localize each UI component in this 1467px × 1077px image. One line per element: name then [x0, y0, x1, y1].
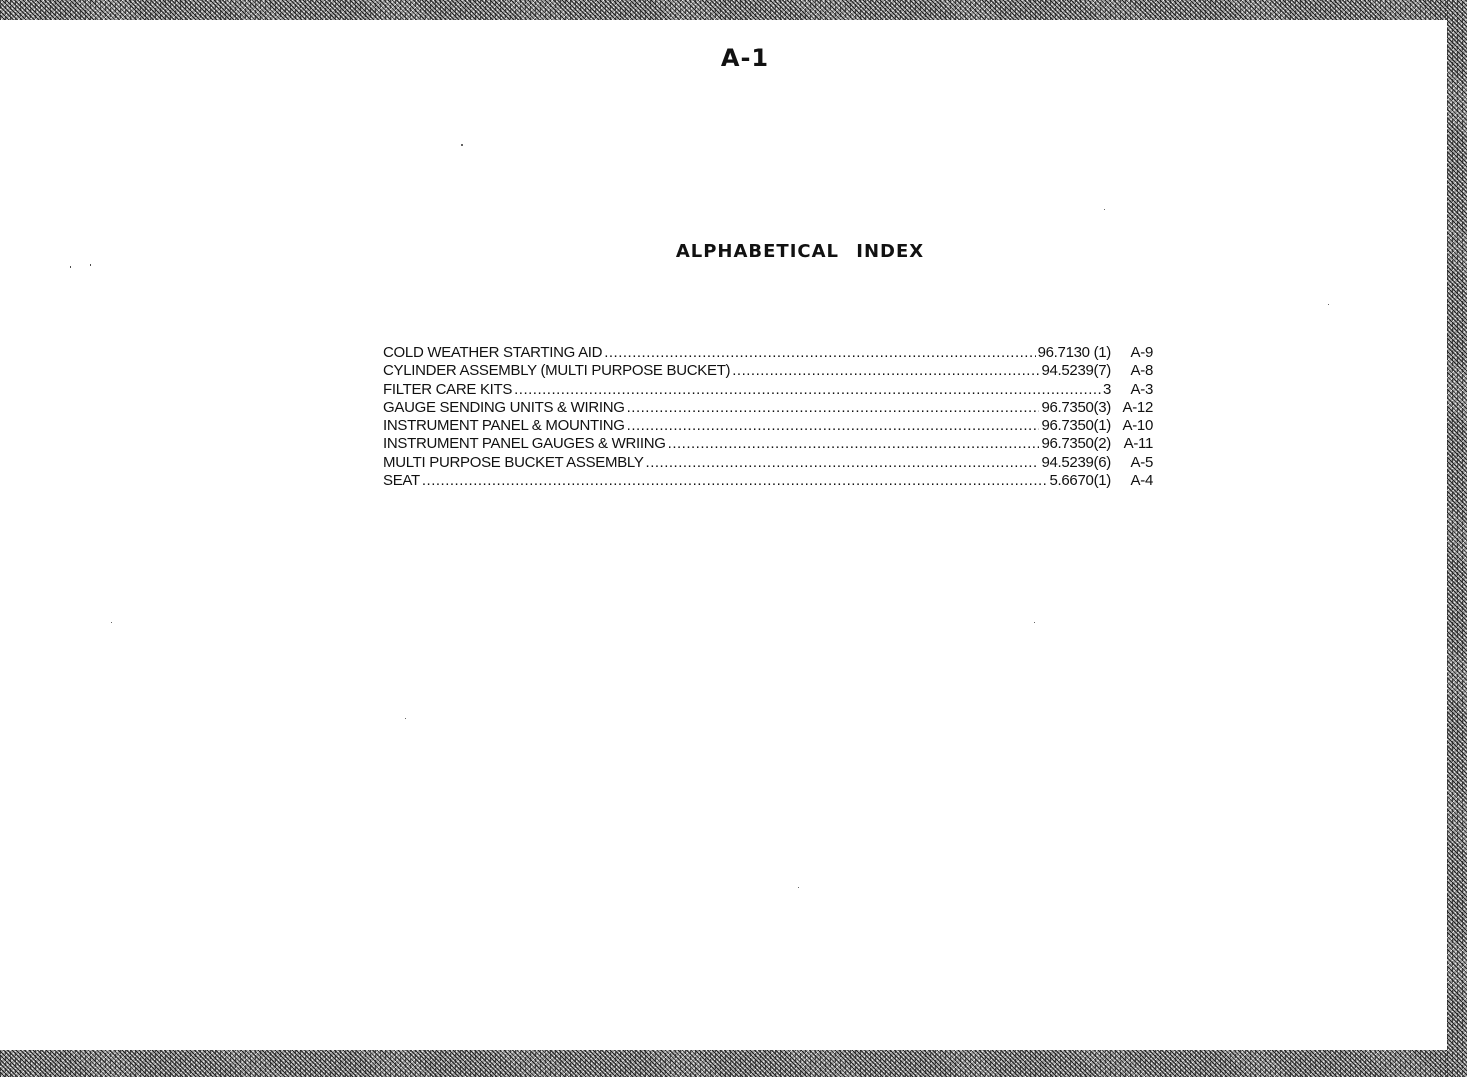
scan-speck: [405, 718, 406, 719]
entry-page: A-5: [1130, 453, 1153, 471]
index-list: [383, 344, 1153, 490]
entry-name: GAUGE SENDING UNITS & WIRING: [383, 398, 625, 416]
index-entry[interactable]: [383, 454, 1153, 472]
scan-border-bottom: [0, 1050, 1467, 1077]
scan-speck: [70, 266, 71, 268]
dot-leader: [668, 435, 1040, 453]
dot-leader: [604, 344, 1035, 362]
dot-leader: [422, 472, 1048, 490]
entry-reference: 94.5239(7): [1041, 362, 1111, 380]
dot-leader: [646, 454, 1040, 472]
entry-page: A-12: [1122, 398, 1153, 416]
dot-leader: [627, 399, 1040, 417]
dot-leader: [627, 417, 1040, 435]
scan-speck: [1328, 304, 1329, 305]
page-number: A-1: [720, 44, 770, 72]
entry-name: COLD WEATHER STARTING AID: [383, 344, 603, 361]
index-entry[interactable]: [383, 381, 1153, 399]
index-entry[interactable]: [383, 344, 1153, 362]
dot-leader: [732, 362, 1039, 380]
index-entry[interactable]: [383, 472, 1153, 490]
entry-reference: 96.7350(3): [1041, 398, 1111, 416]
entry-page: A-4: [1130, 472, 1153, 490]
index-entry[interactable]: [383, 417, 1153, 435]
index-entry[interactable]: [383, 362, 1153, 380]
scan-speck: [111, 622, 112, 623]
entry-page: A-11: [1123, 435, 1153, 453]
entry-name: INSTRUMENT PANEL & MOUNTING: [383, 417, 625, 435]
scan-speck: [461, 144, 463, 146]
scan-speck: [90, 264, 91, 266]
entry-reference: 96.7350(1): [1041, 417, 1111, 435]
entry-page: A-3: [1130, 380, 1153, 398]
entry-reference: 94.5239(6): [1041, 453, 1111, 471]
entry-page: A-8: [1130, 362, 1153, 380]
scan-speck: [798, 887, 799, 888]
entry-name: INSTRUMENT PANEL GAUGES & WRIING: [383, 435, 666, 453]
entry-reference: 5.6670(1): [1049, 472, 1111, 490]
dot-leader: [514, 381, 1101, 399]
index-title: ALPHABETICAL INDEX: [675, 241, 925, 262]
entry-reference: 96.7130 (1): [1037, 344, 1111, 361]
entry-page: A-9: [1130, 344, 1153, 361]
index-entry[interactable]: [383, 435, 1153, 453]
scan-speck: [1034, 622, 1035, 623]
index-entry[interactable]: [383, 399, 1153, 417]
scan-border-right: [1447, 0, 1467, 1077]
entry-page: A-10: [1122, 417, 1153, 435]
entry-name: FILTER CARE KITS: [383, 380, 513, 398]
entry-name: CYLINDER ASSEMBLY (MULTI PURPOSE BUCKET): [383, 362, 731, 380]
entry-reference: 3: [1102, 380, 1111, 398]
scan-border-top: [0, 0, 1467, 20]
entry-reference: 96.7350(2): [1041, 435, 1111, 453]
entry-name: MULTI PURPOSE BUCKET ASSEMBLY: [383, 453, 644, 471]
entry-name: SEAT: [383, 472, 420, 490]
scan-speck: [1104, 209, 1105, 210]
